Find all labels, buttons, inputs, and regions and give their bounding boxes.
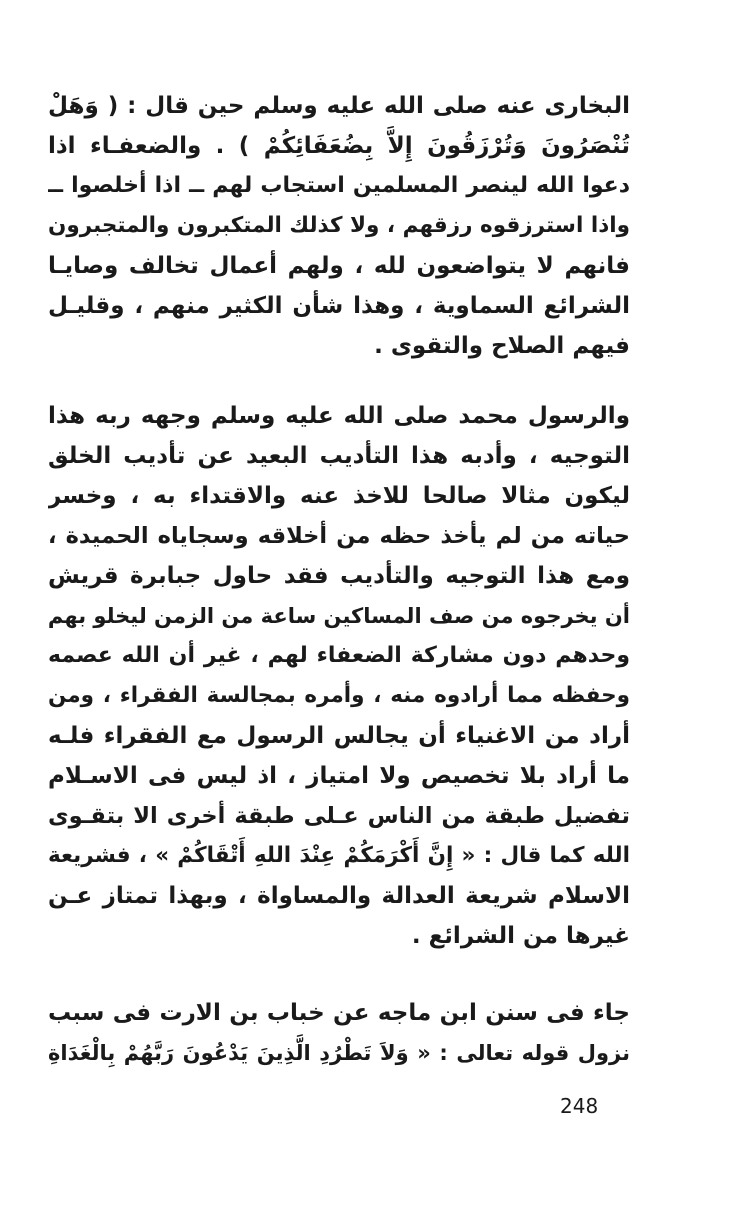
text-line: ما أراد بلا تخصيص ولا امتياز ، اذ ليس فى الاسـلام: [48, 763, 630, 789]
text-line: ومع هذا التوجيه والتأديب فقد حاول جبابرة قريش: [48, 563, 630, 589]
text-line: جاء فى سنن ابن ماجه عن خباب بن الارت فى سبب: [48, 1000, 630, 1026]
paragraph-3: [48, 993, 630, 1073]
text-line: نزول قوله تعالى : « وَلاَ تَطْرُدِ الَّذِينَ يَدْعُونَ رَبَّهُمْ بِالْغَدَاةِ: [48, 1041, 630, 1065]
page-number: 248: [560, 1094, 599, 1118]
text-line: حياته من لم يأخذ حظه من أخلاقه وسجاياه الحميدة ،: [48, 523, 630, 549]
text-line: التوجيه ، وأدبه هذا التأديب البعيد عن تأديب الخلق: [48, 443, 630, 469]
text-line: واذا استرزقوه رزقهم ، ولا كذلك المتكبرون والمتجبرون: [48, 213, 630, 238]
text-line: وحفظه مما أرادوه منه ، وأمره بمجالسة الفقراء ، ومن: [48, 683, 630, 708]
text-line: فانهم لا يتواضعون لله ، ولهم أعمال تخالف وصايـا: [48, 253, 630, 279]
paragraph-1: [48, 86, 630, 366]
text-line: الله كما قال : « إِنَّ أَكْرَمَكُمْ عِنْدَ اللهِ أَتْقَاكُمْ » ، فشريعة: [48, 843, 630, 868]
text-line: الشرائع السماوية ، وهذا شأن الكثير منهم ، وقليـل: [48, 293, 630, 319]
text-line: البخارى عنه صلى الله عليه وسلم حين قال : ( وَهَلْ: [48, 93, 630, 119]
text-line: تُنْصَرُونَ وَتُرْزَقُونَ إِلاَّ بِضُعَفَائِكُمْ ) . والضعفـاء اذا: [48, 133, 630, 159]
paragraph-2: [48, 396, 630, 956]
text-line: وحدهم دون مشاركة الضعفاء لهم ، غير أن الله عصمه: [48, 643, 630, 668]
text-line: غيرها من الشرائع .: [411, 923, 630, 949]
text-line: فيهم الصلاح والتقوى .: [374, 333, 630, 359]
text-line: ليكون مثالا صالحا للاخذ عنه والاقتداء به ، وخسر: [48, 483, 630, 509]
text-line: أراد من الاغنياء أن يجالس الرسول مع الفقراء فلـه: [48, 723, 630, 749]
text-line: والرسول محمد صلى الله عليه وسلم وجهه ربه هذا: [48, 403, 630, 429]
text-line: الاسلام شريعة العدالة والمساواة ، وبهذا تمتاز عـن: [48, 883, 630, 909]
text-line: أن يخرجوه من صف المساكين ساعة من الزمن ليخلو بهم: [48, 604, 630, 628]
text-line: دعوا الله لينصر المسلمين استجاب لهم ــ اذا أخلصوا ــ: [48, 173, 630, 198]
text-line: تفضيل طبقة من الناس عـلى طبقة أخرى الا بتقـوى: [48, 803, 630, 829]
